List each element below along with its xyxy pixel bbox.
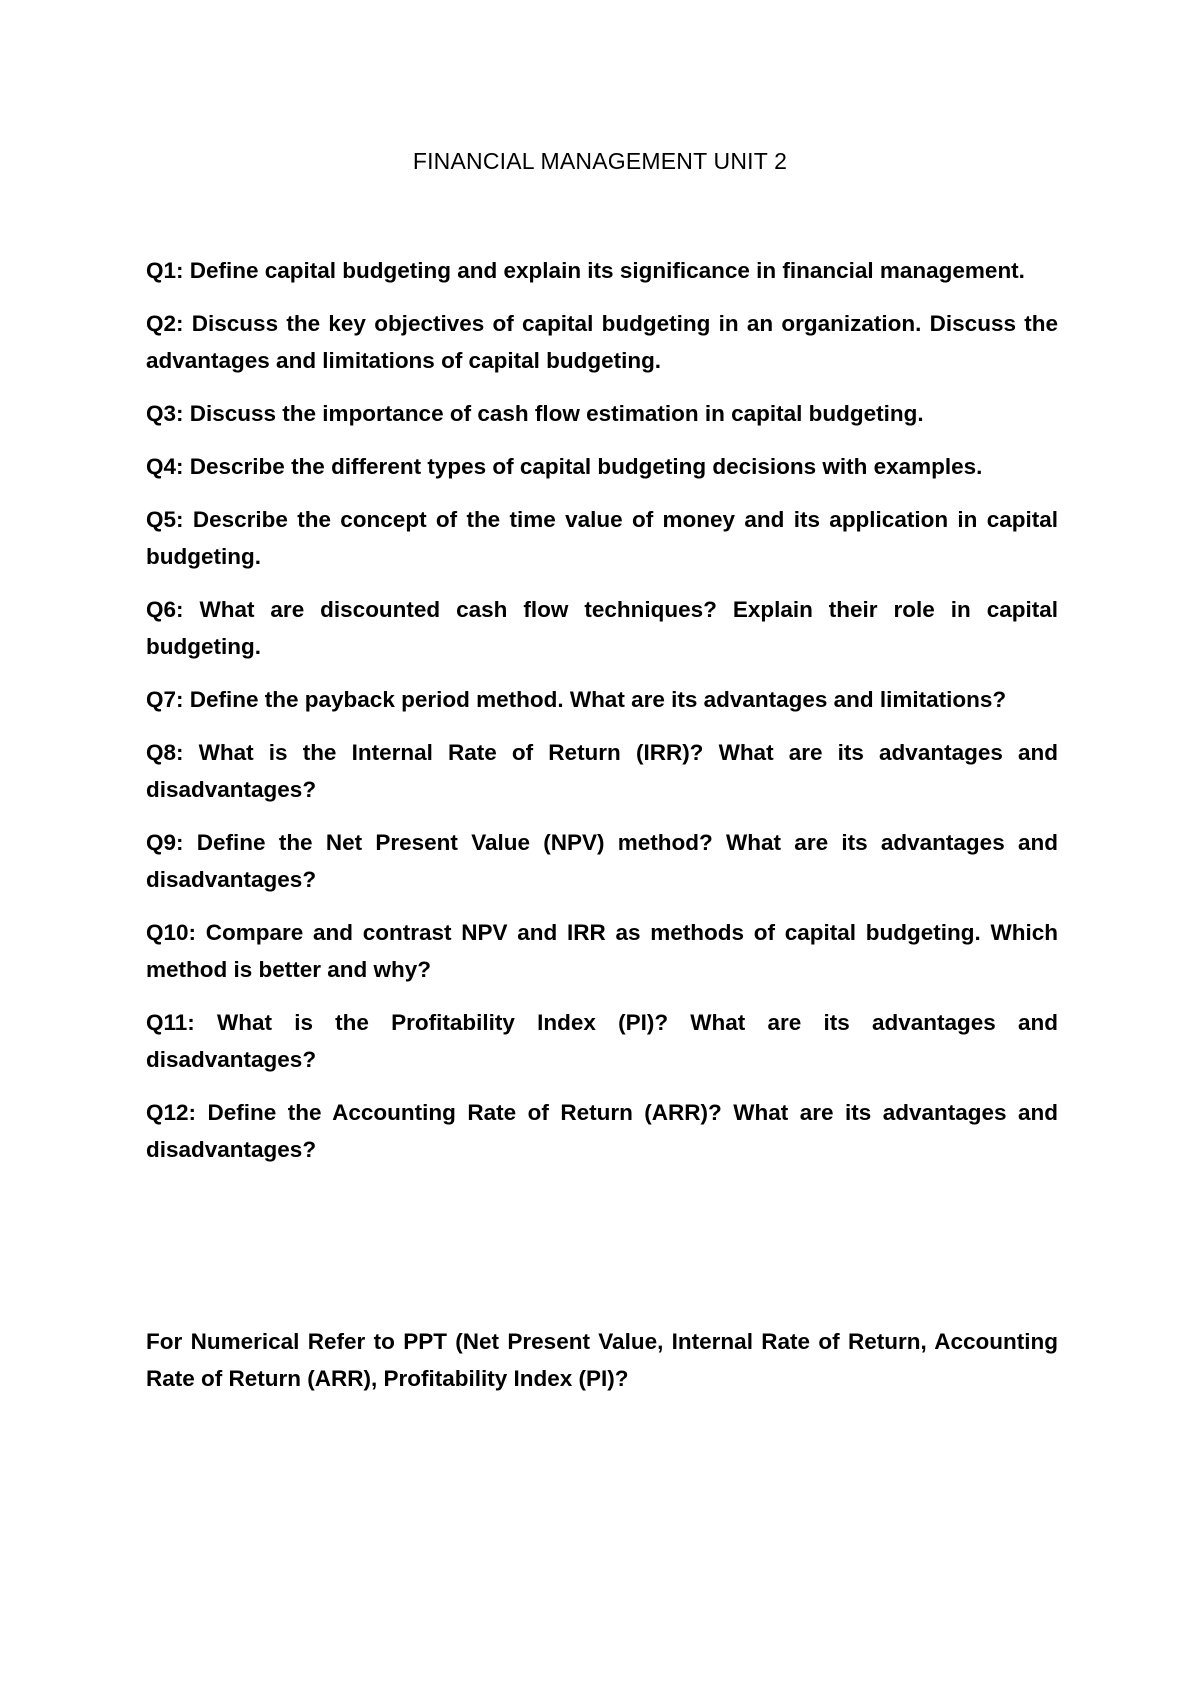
question-item: Q6: What are discounted cash flow techniques? Explain their role in capital budgeting.: [146, 597, 1058, 659]
question-item: Q4: Describe the different types of capital budgeting decisions with examples.: [146, 454, 983, 479]
question-item: Q2: Discuss the key objectives of capital budgeting in an organization. Discuss the advantages and limitations of capital budgeting.: [146, 311, 1058, 373]
question-item: Q11: What is the Profitability Index (PI)? What are its advantages and disadvantages?: [146, 1010, 1058, 1072]
question-item: Q10: Compare and contrast NPV and IRR as methods of capital budgeting. Which method is better and why?: [146, 920, 1058, 982]
question-item: Q7: Define the payback period method. What are its advantages and limitations?: [146, 687, 1007, 712]
question-item: Q12: Define the Accounting Rate of Return (ARR)? What are its advantages and disadvantages?: [146, 1100, 1058, 1162]
question-list: [146, 252, 1058, 1184]
question-item: Q9: Define the Net Present Value (NPV) method? What are its advantages and disadvantages?: [146, 830, 1058, 892]
document-title: FINANCIAL MANAGEMENT UNIT 2: [412, 148, 788, 174]
question-item: Q1: Define capital budgeting and explain its significance in financial management.: [146, 258, 1025, 283]
question-item: Q8: What is the Internal Rate of Return (IRR)? What are its advantages and disadvantages?: [146, 740, 1058, 802]
numerical-note: For Numerical Refer to PPT (Net Present Value, Internal Rate of Return, Accounting Rate of Return (ARR), Profitability Index (PI)?: [146, 1329, 1058, 1391]
question-item: Q5: Describe the concept of the time value of money and its application in capital budgeting.: [146, 507, 1058, 569]
question-item: Q3: Discuss the importance of cash flow estimation in capital budgeting.: [146, 401, 924, 426]
